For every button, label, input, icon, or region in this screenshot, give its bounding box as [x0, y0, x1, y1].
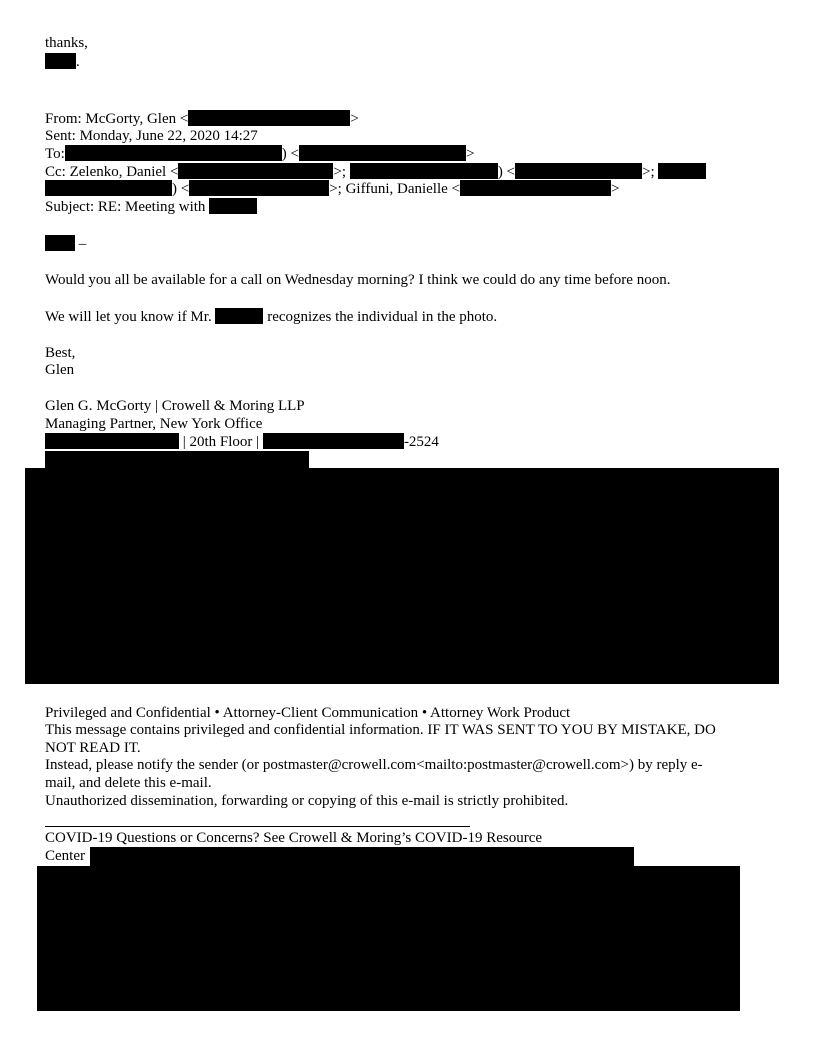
closing-period: . — [76, 54, 80, 70]
footer-unauthorized: Unauthorized dissemination, forwarding or copying of this e-mail is strictly prohibited. — [45, 793, 569, 809]
redaction-block — [178, 163, 333, 179]
cc-sep1: >; — [333, 164, 347, 180]
footer-notice-1: This message contains privileged and confidential information. IF IT WAS SENT TO YOU BY MISTAKE, DO — [45, 722, 716, 738]
to-end: > — [466, 146, 475, 162]
closing-signature-line — [45, 53, 80, 71]
redaction-block — [263, 433, 404, 449]
redaction-block — [45, 235, 75, 251]
footer-notice-2: NOT READ IT. — [45, 740, 141, 756]
footer-privileged: Privileged and Confidential • Attorney-Client Communication • Attorney Work Product — [45, 705, 571, 721]
footer-instead-1: Instead, please notify the sender (or postmaster@crowell.com<mailto:postmaster@crowell.com>) by reply e- — [45, 757, 703, 773]
redaction-block-large — [25, 468, 779, 684]
redaction-block — [209, 198, 257, 214]
body-signoff: Best, — [45, 345, 76, 361]
cc2-end: > — [611, 181, 620, 197]
cc-sep2: ) < — [497, 164, 516, 180]
cc-sep3: >; — [642, 164, 655, 180]
redaction-block — [215, 308, 263, 324]
header-sent: Sent: Monday, June 22, 2020 14:27 — [45, 128, 258, 144]
signature-line-1: Glen G. McGorty | Crowell & Moring LLP — [45, 398, 305, 414]
closing-thanks: thanks, — [45, 35, 88, 51]
body-name: Glen — [45, 362, 75, 378]
address-mid: | 20th Floor | — [182, 434, 260, 450]
cc2-sep1: ) < — [172, 181, 190, 197]
body-paragraph-1: Would you all be available for a call on Wednesday morning? I think we could do any time before noon. — [45, 272, 671, 288]
header-cc-continued — [45, 180, 619, 198]
footer-covid-2 — [45, 848, 85, 865]
redaction-block — [188, 110, 350, 126]
para2-end: recognizes the individual in the photo. — [267, 309, 498, 325]
redaction-block — [189, 180, 329, 196]
greeting-dash: – — [78, 236, 87, 252]
to-mid: ) < — [281, 146, 300, 162]
redaction-block — [45, 451, 309, 469]
redaction-block — [658, 163, 706, 179]
redaction-block-large — [37, 866, 740, 1011]
redaction-block — [350, 163, 498, 179]
signature-address — [45, 433, 439, 451]
redaction-block — [45, 433, 179, 449]
from-label: From: McGorty, Glen < — [45, 111, 189, 127]
footer-divider — [45, 826, 470, 827]
redaction-block — [90, 847, 634, 867]
from-end: > — [350, 111, 359, 127]
cc2-mid: >; Giffuni, Danielle < — [329, 181, 460, 197]
para2-start: We will let you know if Mr. — [45, 309, 212, 325]
redaction-block — [45, 180, 172, 196]
header-from — [45, 110, 359, 128]
footer-covid-1: COVID-19 Questions or Concerns? See Crowell & Moring’s COVID-19 Resource — [45, 830, 543, 846]
body-paragraph-2 — [45, 308, 497, 326]
redaction-block — [45, 53, 76, 69]
header-to — [45, 145, 474, 163]
header-subject — [45, 198, 257, 216]
redaction-block — [515, 163, 642, 179]
redaction-block — [65, 145, 282, 161]
cc-label: Cc: Zelenko, Daniel < — [45, 164, 179, 180]
redaction-block — [299, 145, 466, 161]
address-end: -2524 — [403, 434, 439, 450]
greeting — [45, 235, 86, 253]
signature-line-2: Managing Partner, New York Office — [45, 416, 263, 432]
header-cc — [45, 163, 706, 181]
subject-text: Subject: RE: Meeting with — [45, 199, 206, 215]
redaction-block — [460, 180, 611, 196]
footer-instead-2: mail, and delete this e-mail. — [45, 775, 212, 791]
to-label: To: — [45, 146, 65, 162]
covid-center: Center — [45, 848, 85, 864]
